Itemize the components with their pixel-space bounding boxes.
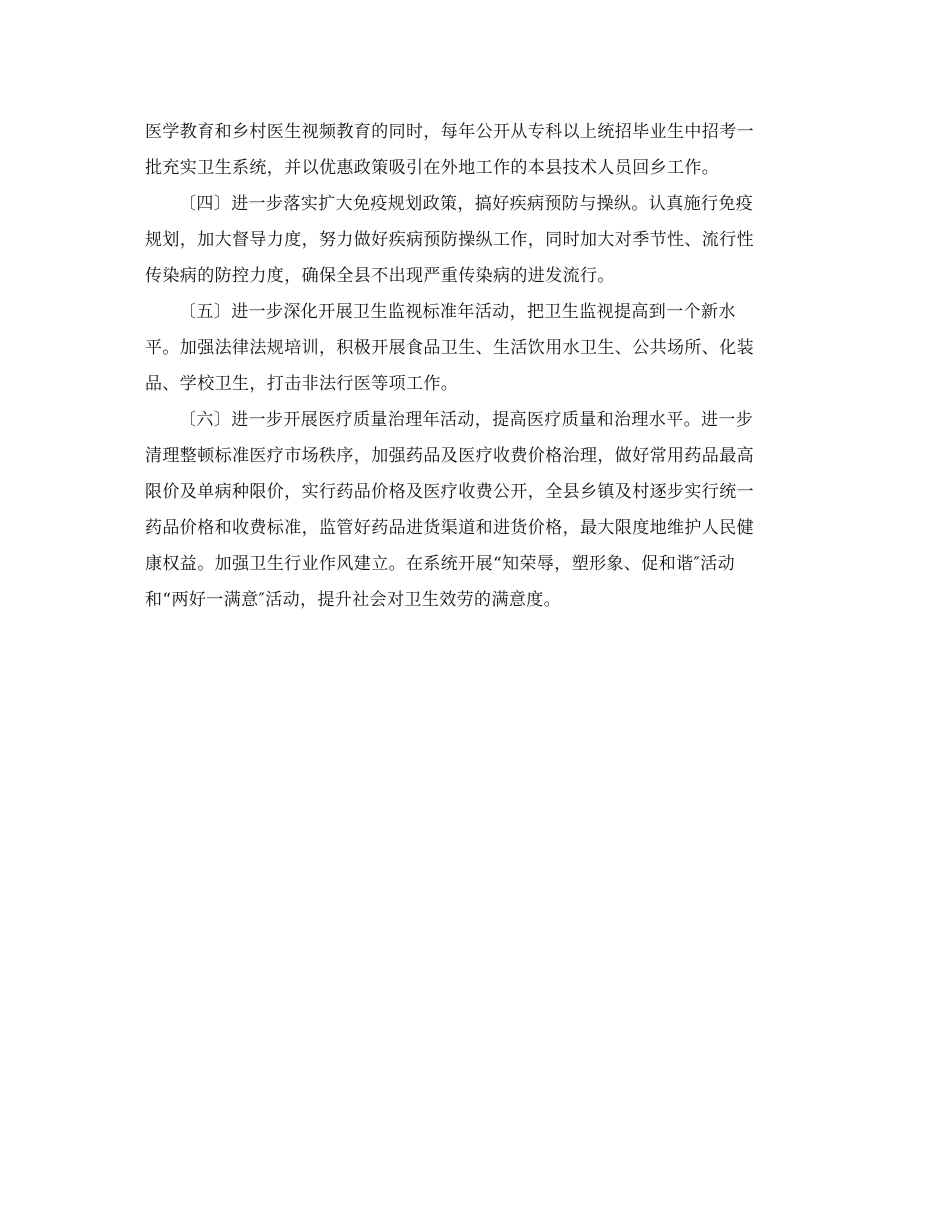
paragraph-start-line: 〔四〕进一步落实扩大免疫规划政策，搞好疾病预防与操纵。认真施行免疫 xyxy=(179,194,754,214)
text-line: 药品价格和收费标准，监管好药品进货渠道和进货价格，最大限度地维护人民健 xyxy=(145,518,754,538)
text-line: 医学教育和乡村医生视频教育的同时，每年公开从专科以上统招毕业生中招考一 xyxy=(145,122,754,142)
text-line: 规划，加大督导力度，努力做好疾病预防操纵工作，同时加大对季节性、流行性 xyxy=(145,230,754,250)
text-line: 清理整顿标准医疗市场秩序，加强药品及医疗收费价格治理，做好常用药品最高 xyxy=(145,446,754,466)
text-line: 和“两好一满意″活动，提升社会对卫生效劳的满意度。 xyxy=(145,590,562,610)
paragraph-start-line: 〔五〕进一步深化开展卫生监视标准年活动，把卫生监视提高到一个新水 xyxy=(179,302,736,322)
text-line: 批充实卫生系统，并以优惠政策吸引在外地工作的本县技术人员回乡工作。 xyxy=(145,158,720,178)
text-line: 品、学校卫生，打击非法行医等项工作。 xyxy=(145,374,459,394)
text-line: 康权益。加强卫生行业作风建立。在系统开展“知荣辱，塑形象、促和谐″活动 xyxy=(145,554,736,574)
text-line: 平。加强法律法规培训，积极开展食品卫生、生活饮用水卫生、公共场所、化装 xyxy=(145,338,754,358)
text-line: 限价及单病种限价，实行药品价格及医疗收费公开，全县乡镇及村逐步实行统一 xyxy=(145,482,754,502)
paragraph-start-line: 〔六〕进一步开展医疗质量治理年活动，提高医疗质量和治理水平。进一步 xyxy=(179,410,754,430)
text-line: 传染病的防控力度，确保全县不出现严重传染病的进发流行。 xyxy=(145,266,615,286)
document-body xyxy=(145,114,809,618)
